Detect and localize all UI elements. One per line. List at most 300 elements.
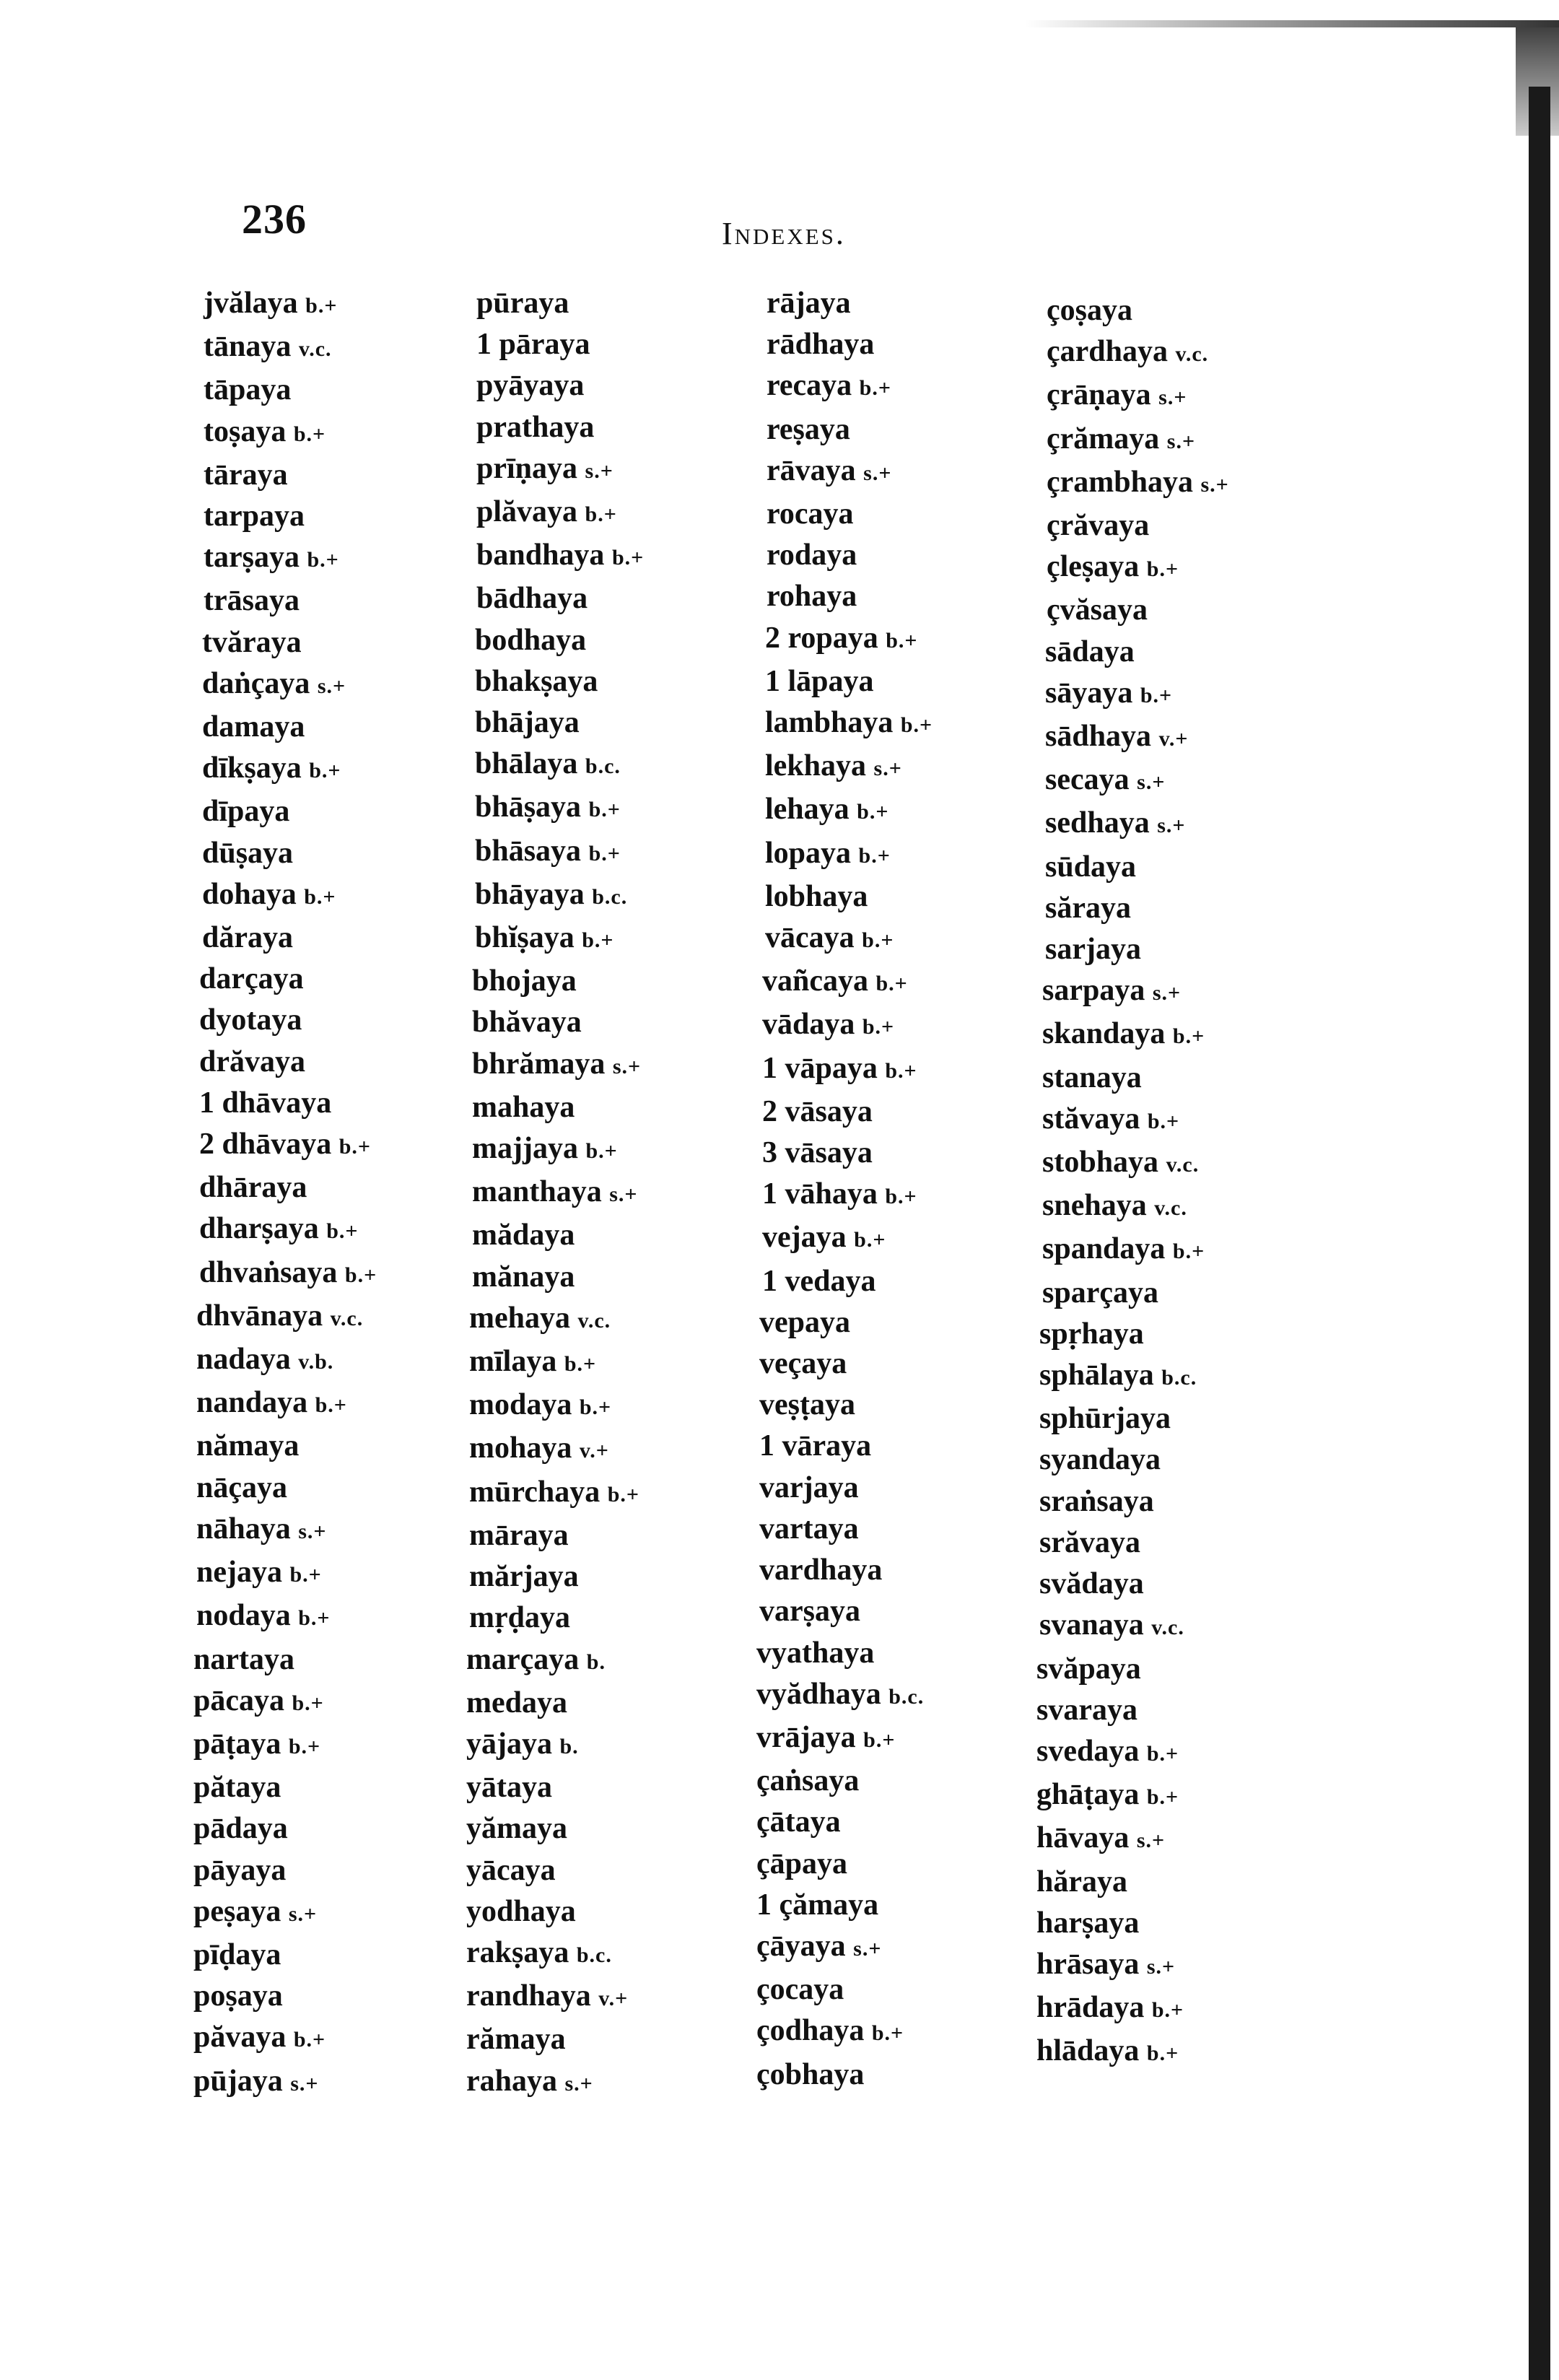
index-entry	[202, 874, 514, 917]
index-entry-mark: b.+	[854, 1228, 886, 1252]
index-entry-word: bhāsaya	[475, 834, 582, 868]
index-entry-word: rādhaya	[767, 328, 875, 362]
index-entry	[1045, 716, 1357, 759]
index-entry	[475, 831, 787, 874]
index-entry-mark: b.+	[1172, 1024, 1205, 1049]
index-entry	[1047, 375, 1357, 418]
index-entry	[196, 1296, 514, 1339]
index-entry	[196, 1552, 514, 1595]
index-entry-word: bandhaya	[476, 539, 605, 572]
index-entry-word: sedhaya	[1045, 806, 1150, 840]
index-entry	[1039, 1564, 1357, 1605]
index-entry	[1047, 505, 1357, 546]
index-entry	[1039, 1398, 1357, 1439]
index-entry-word: sūdaya	[1045, 850, 1137, 884]
index-entry	[476, 407, 787, 448]
index-entry-word: reṣaya	[767, 412, 850, 446]
index-entry	[1042, 970, 1357, 1014]
index-entry-word: nāhaya	[196, 1512, 291, 1546]
index-entry	[756, 2054, 1077, 2096]
index-entry	[196, 1339, 514, 1382]
index-entry	[469, 1428, 787, 1471]
index-entry	[202, 622, 514, 663]
index-entry	[759, 1468, 1077, 1509]
index-entry-word: 1 lāpaya	[765, 664, 874, 698]
index-entry	[204, 326, 514, 370]
index-entry-word: vyădhaya	[756, 1677, 881, 1711]
index-entry-word: syandaya	[1039, 1443, 1161, 1477]
index-entry	[759, 1509, 1077, 1550]
index-entry-mark: s.+	[1158, 385, 1187, 410]
index-entry-mark: s.+	[1166, 429, 1196, 453]
index-entry-word: çleṣaya	[1047, 550, 1140, 584]
index-entry-word: çobhaya	[756, 2057, 865, 2091]
index-entry	[466, 1976, 787, 2019]
index-entry	[466, 1767, 787, 1808]
index-entry-word: vartaya	[759, 1512, 859, 1546]
index-entry-word: tānaya	[204, 330, 292, 364]
index-entry-word: bhojaya	[472, 964, 577, 998]
index-entry-word: mahaya	[472, 1090, 575, 1124]
index-entry-word: bhakṣaya	[475, 664, 598, 698]
index-entry-word: vepaya	[759, 1305, 850, 1339]
index-entry-word: pāṭaya	[193, 1727, 281, 1761]
index-entry	[472, 1128, 787, 1172]
index-entry	[204, 537, 514, 580]
index-entry	[472, 961, 787, 1002]
index-entry-word: çāyaya	[756, 1929, 846, 1963]
index-entry-mark: v.+	[1158, 727, 1189, 751]
index-entry-word: çvăsaya	[1047, 593, 1148, 627]
index-entry-word: mūrchaya	[469, 1475, 601, 1509]
index-entry	[1039, 1605, 1357, 1648]
index-entry	[1036, 2031, 1357, 2074]
index-entry	[765, 917, 1077, 961]
index-entry-mark: b.+	[579, 1395, 612, 1420]
index-entry-mark: s.+	[1146, 1954, 1176, 1979]
index-entry-word: vyathaya	[756, 1636, 875, 1670]
index-entry-mark: s.+	[298, 1519, 327, 1543]
index-entry-mark: b.+	[298, 1606, 331, 1631]
index-entry-word: manthaya	[472, 1175, 602, 1209]
index-entry-word: drăvaya	[199, 1045, 305, 1078]
index-entry-mark: b.c.	[592, 884, 628, 909]
index-entry-mark: b.c.	[888, 1684, 925, 1709]
index-entry-word: 1 vāraya	[759, 1429, 872, 1463]
index-entry	[1045, 929, 1357, 970]
index-entry	[765, 702, 1077, 746]
index-entry	[1036, 1731, 1357, 1774]
index-entry-mark: b.+	[588, 798, 621, 822]
index-entry-word: bhĭṣaya	[475, 921, 575, 955]
index-entry-word: yămaya	[466, 1812, 567, 1846]
index-entry-mark: b.+	[564, 1352, 597, 1377]
index-entry-word: 1 vāhaya	[762, 1177, 878, 1211]
index-entry-word: dūṣaya	[202, 836, 294, 870]
index-entry	[466, 1850, 787, 1891]
index-entry-mark: b.+	[1151, 1998, 1184, 2023]
index-entry-word: çaṅsaya	[756, 1764, 860, 1798]
index-entry	[767, 576, 1077, 617]
index-entry-word: çrambhaya	[1047, 465, 1193, 499]
index-entry-mark: b.+	[1147, 1109, 1180, 1133]
index-entry	[472, 1215, 787, 1256]
index-entry	[756, 1674, 1077, 1717]
index-entry-mark: b.+	[611, 546, 645, 570]
index-entry-word: mīlaya	[469, 1345, 557, 1379]
index-entry-word: pāyaya	[193, 1853, 287, 1887]
index-entry	[476, 324, 787, 365]
index-entry-word: pācaya	[193, 1683, 284, 1717]
index-entry	[204, 283, 514, 326]
index-entry	[1042, 1099, 1357, 1142]
index-entry	[756, 1633, 1077, 1674]
index-entry-word: çāpaya	[756, 1847, 847, 1880]
index-entry	[759, 1426, 1077, 1467]
index-entry	[1042, 1058, 1357, 1099]
index-entry-word: tarṣaya	[204, 541, 300, 575]
index-entry-mark: s.+	[612, 1054, 642, 1078]
index-entry-word: mădaya	[472, 1219, 575, 1252]
index-entry	[472, 1044, 787, 1087]
index-entry-mark: s.+	[564, 2071, 593, 2096]
index-entry	[762, 961, 1077, 1004]
index-entry-word: bhāyaya	[475, 877, 585, 911]
index-entry	[1042, 1185, 1357, 1229]
index-entry-word: nartaya	[193, 1642, 294, 1676]
index-entry	[756, 1761, 1077, 1802]
index-entry-word: dăraya	[202, 921, 293, 955]
index-entry-word: rahaya	[466, 2064, 557, 2098]
index-entry-word: mṛḍaya	[469, 1601, 570, 1635]
index-entry-word: svădaya	[1039, 1567, 1144, 1601]
index-entry	[756, 1969, 1077, 2010]
index-entry	[469, 1597, 787, 1639]
index-entry-mark: s.+	[853, 1936, 882, 1961]
index-entry	[204, 370, 514, 411]
index-entry-word: pūraya	[476, 287, 569, 320]
index-entry	[1042, 1014, 1357, 1057]
index-entry	[476, 578, 787, 619]
index-entry-word: rohaya	[767, 580, 857, 614]
index-entry-word: sparçaya	[1042, 1276, 1158, 1309]
index-entry	[466, 1808, 787, 1849]
index-entry-word: rāvaya	[767, 453, 856, 487]
index-entry	[1039, 1522, 1357, 1564]
index-entry-word: çātaya	[756, 1805, 841, 1839]
index-entry	[199, 1000, 514, 1041]
index-entry-mark: s.+	[1137, 770, 1166, 795]
index-entry-word: darçaya	[199, 962, 304, 996]
index-entry-mark: b.+	[885, 1058, 917, 1083]
index-entry-mark: b.+	[293, 422, 326, 446]
index-entry-word: snehaya	[1042, 1189, 1147, 1223]
index-entry-mark: s.+	[1157, 814, 1186, 838]
index-entry	[466, 1639, 787, 1683]
index-entry	[762, 1048, 1077, 1091]
index-entry-mark: b.c.	[1161, 1366, 1197, 1390]
index-entry-mark: b.+	[582, 928, 614, 953]
index-entry	[472, 1002, 787, 1043]
index-entry-mark: b.+	[588, 841, 621, 866]
index-entry	[196, 1426, 514, 1467]
index-entry	[196, 1595, 514, 1639]
index-entry-word: stanaya	[1042, 1060, 1142, 1094]
index-entry	[202, 791, 514, 832]
index-entry	[756, 2010, 1077, 2054]
index-entry-word: pūjaya	[193, 2064, 283, 2098]
index-entry-word: jvălaya	[204, 287, 298, 320]
index-entry	[475, 620, 787, 661]
index-entry-word: dhvānaya	[196, 1299, 323, 1333]
index-entry	[1045, 847, 1357, 888]
index-entry-word: mohaya	[469, 1431, 572, 1465]
index-entry	[759, 1302, 1077, 1343]
index-entry-mark: v.c.	[1154, 1196, 1187, 1221]
index-entry-word: rodaya	[767, 539, 857, 572]
index-entry-word: recaya	[767, 369, 852, 403]
index-entry	[202, 833, 514, 874]
index-entry-word: dyotaya	[199, 1003, 302, 1037]
index-entry-word: nejaya	[196, 1556, 282, 1590]
index-entry-word: çrămaya	[1047, 422, 1160, 455]
index-entry-word: hāvaya	[1036, 1821, 1130, 1855]
index-entry	[759, 1550, 1077, 1591]
index-entry	[466, 1891, 787, 1932]
index-entry	[1039, 1481, 1357, 1522]
index-entry	[1047, 462, 1357, 505]
index-entry	[476, 448, 787, 492]
index-entry	[1036, 1944, 1357, 1987]
index-entry-word: tāpaya	[204, 373, 292, 407]
index-entry-word: pyāyaya	[476, 369, 585, 403]
index-entry-word: yodhaya	[466, 1894, 576, 1928]
index-entry-word: srăvaya	[1039, 1525, 1140, 1559]
index-entry-word: tvăraya	[202, 625, 302, 659]
index-entry-word: trāsaya	[204, 584, 300, 618]
index-entry-mark: b.+	[886, 628, 918, 653]
index-entry-mark: v.c.	[577, 1308, 611, 1333]
index-entry-word: sphūrjaya	[1039, 1402, 1171, 1436]
index-entry-word: spṛhaya	[1039, 1317, 1144, 1351]
index-entry	[476, 283, 787, 324]
index-entry	[765, 876, 1077, 917]
index-entry-mark: s.+	[585, 458, 613, 483]
index-entry-word: tāraya	[204, 458, 288, 492]
index-entry-word: rămaya	[466, 2023, 566, 2057]
index-entry	[756, 1844, 1077, 1885]
index-entry-word: sarjaya	[1045, 933, 1141, 967]
index-entry-mark: b.+	[289, 1563, 322, 1587]
index-entry-word: sāyaya	[1045, 676, 1133, 710]
index-entry-word: rājaya	[767, 287, 851, 320]
index-entry-word: māraya	[469, 1518, 569, 1552]
index-column-4	[1036, 290, 1357, 2075]
index-entry-word: hăraya	[1036, 1865, 1127, 1899]
index-entry	[1047, 590, 1357, 631]
index-entry-word: pīḍaya	[193, 1937, 281, 1971]
index-entry	[202, 707, 514, 748]
index-entry-word: plăvaya	[476, 495, 578, 529]
index-entry-mark: v.c.	[330, 1306, 364, 1330]
index-entry-word: sādhaya	[1045, 720, 1152, 754]
index-entry	[765, 618, 1077, 661]
index-entry	[756, 1802, 1077, 1843]
index-entry	[762, 1004, 1077, 1047]
index-entry	[767, 283, 1077, 324]
index-entry-word: lekhaya	[765, 749, 867, 783]
index-entry	[199, 1124, 514, 1167]
index-entry	[466, 2019, 787, 2060]
index-entry	[196, 1468, 514, 1509]
index-entry	[759, 1343, 1077, 1385]
index-entry-word: sphālaya	[1039, 1359, 1154, 1392]
index-entry-word: nadaya	[196, 1343, 291, 1377]
index-entry-mark: s.+	[1152, 981, 1182, 1006]
index-entry	[756, 1717, 1077, 1761]
index-entry-word: dhāraya	[199, 1171, 307, 1205]
index-entry	[1042, 1142, 1357, 1185]
index-entry-mark: s.+	[288, 1901, 318, 1926]
index-entry-word: pādaya	[193, 1812, 288, 1846]
index-entry	[475, 661, 787, 702]
index-entry-word: 1 çămaya	[756, 1888, 879, 1922]
index-entry-mark: b.+	[885, 1185, 917, 1209]
index-entry-word: bhāṣaya	[475, 790, 582, 824]
index-entry	[199, 1083, 514, 1124]
index-entry-word: peṣaya	[193, 1894, 281, 1928]
index-entry-word: dīpaya	[202, 795, 290, 829]
index-entry	[469, 1556, 787, 1597]
index-entry-word: lambhaya	[765, 706, 894, 740]
index-entry	[476, 365, 787, 406]
index-entry	[1036, 1690, 1357, 1731]
index-entry	[475, 874, 787, 917]
index-entry	[202, 748, 514, 791]
index-entry	[1036, 1987, 1357, 2031]
index-entry	[756, 1926, 1077, 1969]
index-entry-mark: b.+	[862, 928, 894, 953]
index-entry-word: 1 vāpaya	[762, 1051, 878, 1085]
index-entry-word: çodhaya	[756, 2014, 865, 2048]
index-entry-mark: b.+	[585, 1139, 618, 1164]
index-entry-mark: b.+	[859, 376, 891, 401]
index-entry-mark: s.+	[317, 674, 346, 698]
index-entry-word: yājaya	[466, 1727, 552, 1761]
index-entry-mark: b.+	[607, 1482, 640, 1507]
index-entry	[204, 411, 514, 455]
index-entry-word: medaya	[466, 1686, 567, 1719]
index-entry-mark: v.+	[598, 1987, 629, 2011]
index-entry	[199, 1252, 514, 1296]
running-header: Indexes.	[722, 216, 846, 251]
index-entry-mark: b.+	[1146, 557, 1179, 582]
index-entry-word: randhaya	[466, 1979, 591, 2013]
index-entry-word: svanaya	[1039, 1608, 1144, 1642]
index-entry-mark: b.+	[293, 2028, 326, 2052]
index-entry	[1036, 1774, 1357, 1818]
index-entry-mark: b.	[586, 1649, 606, 1674]
index-entry	[767, 365, 1077, 409]
index-entry-mark: b.+	[585, 502, 617, 527]
index-entry-word: 2 vāsaya	[762, 1094, 873, 1128]
index-entry-word: majjaya	[472, 1132, 578, 1166]
index-entry-word: veṣṭaya	[759, 1388, 855, 1422]
index-entry	[199, 959, 514, 1000]
index-entry-word: bhăvaya	[472, 1006, 582, 1039]
index-entry-mark: b.+	[304, 884, 336, 909]
index-entry-word: çrāṇaya	[1047, 378, 1151, 412]
index-entry-word: săraya	[1045, 891, 1131, 925]
index-entry	[476, 535, 787, 578]
index-entry-word: dharṣaya	[199, 1212, 319, 1246]
index-entry-mark: s.+	[290, 2071, 319, 2096]
index-entry	[475, 787, 787, 830]
index-entry	[472, 1257, 787, 1298]
index-entry-mark: b.+	[1146, 2041, 1179, 2066]
index-entry	[762, 1091, 1077, 1133]
index-entry-word: lopaya	[765, 836, 852, 870]
index-entry-mark: v.b.	[298, 1350, 334, 1374]
index-entry	[1045, 888, 1357, 929]
index-entry-word: hlādaya	[1036, 2034, 1140, 2068]
index-entry-mark: s.+	[1200, 472, 1229, 497]
index-entry	[469, 1472, 787, 1515]
index-column-3	[756, 283, 1077, 2096]
index-entry-word: poṣaya	[193, 1979, 283, 2013]
index-entry-word: 1 dhāvaya	[199, 1086, 332, 1120]
index-entry-mark: b.+	[305, 294, 338, 318]
index-entry	[1039, 1439, 1357, 1481]
index-entry-word: mărjaya	[469, 1560, 579, 1594]
index-entry	[202, 663, 514, 707]
index-entry-word: rakṣaya	[466, 1935, 569, 1969]
index-entry-mark: v.+	[579, 1439, 609, 1463]
index-entry-word: tarpaya	[204, 500, 305, 533]
index-entry-mark: b.+	[1146, 1785, 1179, 1810]
index-entry-word: rocaya	[767, 497, 854, 531]
index-entry-word: svedaya	[1036, 1734, 1140, 1768]
index-entry-word: harṣaya	[1036, 1906, 1140, 1940]
index-entry	[1036, 1903, 1357, 1944]
index-entry	[469, 1385, 787, 1428]
index-entry	[1036, 1818, 1357, 1861]
index-entry	[1042, 1229, 1357, 1272]
index-entry-word: pătaya	[193, 1771, 281, 1805]
index-entry-word: 1 pāraya	[476, 328, 590, 362]
index-entry-word: bhālaya	[475, 747, 578, 781]
index-entry	[199, 1208, 514, 1252]
index-entry-word: vardhaya	[759, 1553, 883, 1587]
index-entry-word: ghāṭaya	[1036, 1778, 1140, 1812]
index-entry	[469, 1515, 787, 1556]
index-entry-mark: s.+	[863, 461, 892, 485]
index-entry-mark: b.+	[344, 1263, 377, 1287]
index-entry-word: hrāsaya	[1036, 1947, 1140, 1981]
index-entry	[1042, 1273, 1357, 1314]
index-entry	[762, 1174, 1077, 1217]
index-entry-word: păvaya	[193, 2021, 287, 2054]
index-entry-mark: b.+	[858, 843, 891, 868]
index-entry-word: sraṅsaya	[1039, 1484, 1154, 1518]
index-entry-word: damaya	[202, 710, 305, 744]
index-entry	[1045, 673, 1357, 716]
index-entry-word: yācaya	[466, 1853, 556, 1887]
index-entry	[204, 580, 514, 622]
index-entry	[196, 1382, 514, 1426]
index-entry	[765, 746, 1077, 789]
index-entry-word: dhvaṅsaya	[199, 1255, 338, 1289]
